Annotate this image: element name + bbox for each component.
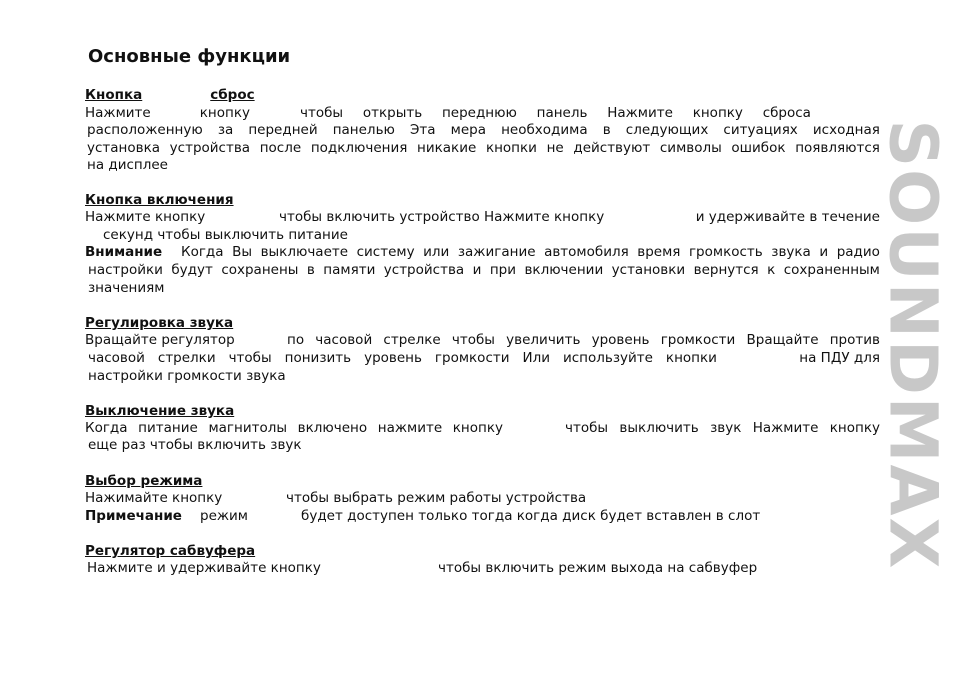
- brand-logo: SOUNDMAX: [874, 119, 952, 571]
- mute-heading: Выключение звука: [85, 403, 235, 419]
- power-heading: Кнопка включения: [85, 192, 234, 208]
- volume-line-3: настройки громкости звука: [88, 368, 286, 384]
- mute-line-2: еще раз чтобы включить звук: [88, 437, 302, 453]
- power-line-2: секунд чтобы выключить питание: [103, 227, 348, 243]
- reset-line-2: расположенную за передней панелью Эта мера необходима в следующих ситуациях исходная: [87, 122, 880, 138]
- mode-heading: Выбор режима: [85, 473, 203, 489]
- reset-line-3: установка устройства после подключения никакие кнопки не действуют символы ошибок появляются: [87, 140, 880, 156]
- power-attention-line-2: настройки будут сохранены в памяти устройства и при включении установки вернутся к сохраненным: [88, 262, 880, 278]
- subwoofer-heading: Регулятор сабвуфера: [85, 543, 256, 559]
- attention-label: Внимание: [85, 244, 163, 260]
- reset-line-4: на дисплее: [87, 157, 168, 173]
- page-title: Основные функции: [88, 46, 291, 67]
- volume-heading: Регулировка звука: [85, 315, 234, 331]
- note-label: Примечание: [85, 508, 182, 524]
- power-attention-line-3: значениям: [88, 280, 165, 296]
- reset-heading: Кнопка сброс: [85, 87, 255, 103]
